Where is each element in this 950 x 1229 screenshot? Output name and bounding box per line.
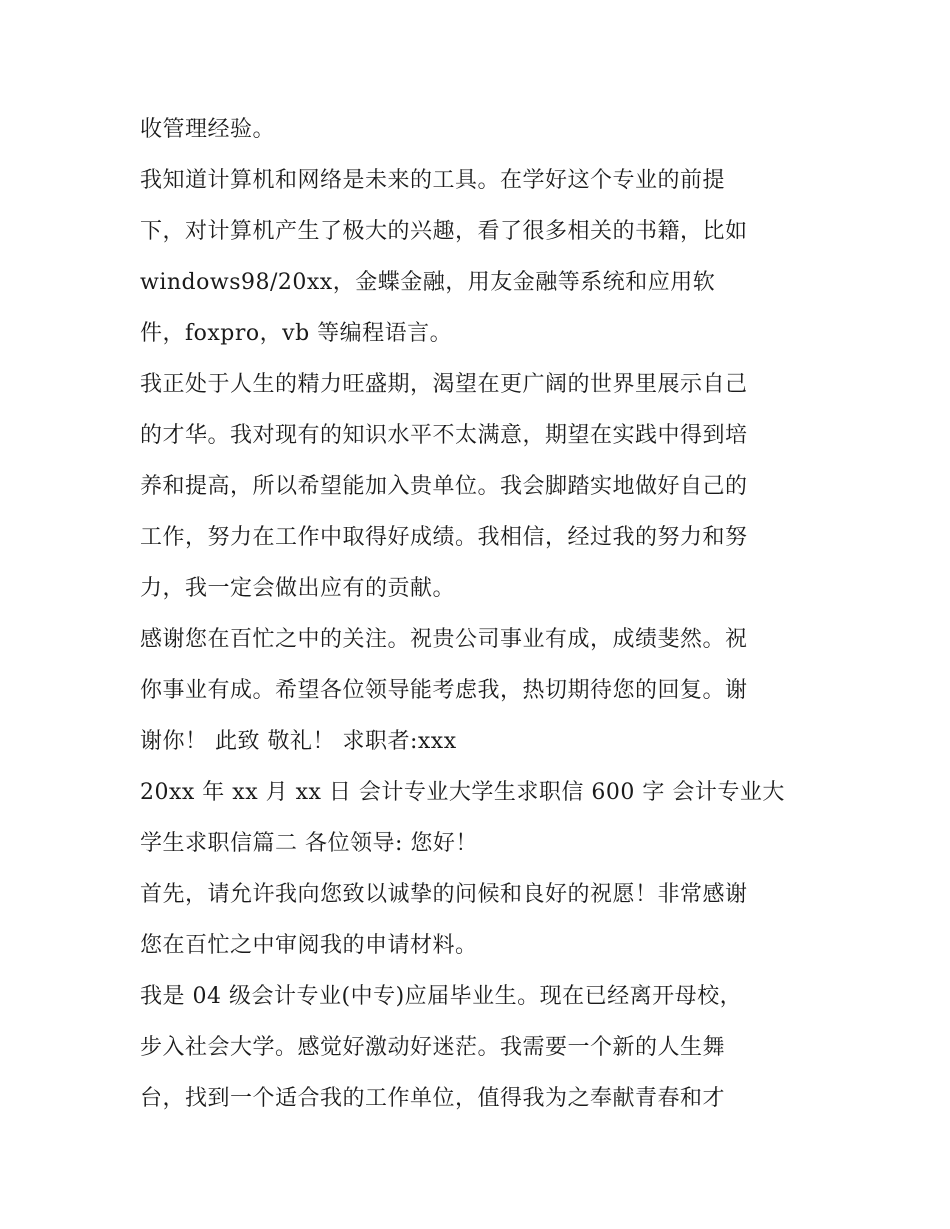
text-line: 我正处于人生的精力旺盛期，渴望在更广阔的世界里展示自己 [140, 372, 748, 397]
text-line: 工作，努力在工作中取得好成绩。我相信，经过我的努力和努 [140, 525, 748, 550]
text-line: 下，对计算机产生了极大的兴趣，看了很多相关的书籍，比如 [140, 219, 748, 244]
text-line: 件，foxpro，vb 等编程语言。 [140, 321, 453, 346]
text-line: 您在百忙之中审阅我的申请材料。 [140, 933, 478, 958]
text-line: 养和提高，所以希望能加入贵单位。我会脚踏实地做好自己的 [140, 474, 748, 499]
text-line: 学生求职信篇二 各位领导: 您好！ [140, 831, 478, 856]
text-line: windows98/20xx，金蝶金融，用友金融等系统和应用软 [140, 270, 716, 295]
text-line: 感谢您在百忙之中的关注。祝贵公司事业有成，成绩斐然。祝 [140, 627, 748, 652]
text-line: 我知道计算机和网络是未来的工具。在学好这个专业的前提 [140, 168, 726, 193]
text-line: 谢你！ 此致 敬礼！ 求职者:xxx [140, 729, 457, 754]
text-line: 收管理经验。 [140, 117, 276, 142]
text-line: 你事业有成。希望各位领导能考虑我，热切期待您的回复。谢 [140, 678, 748, 703]
text-line: 步入社会大学。感觉好激动好迷茫。我需要一个新的人生舞 [140, 1035, 726, 1060]
text-line: 首先，请允许我向您致以诚挚的问候和良好的祝愿！非常感谢 [140, 882, 748, 907]
text-line: 台，找到一个适合我的工作单位，值得我为之奉献青春和才 [140, 1086, 726, 1111]
text-line: 的才华。我对现有的知识水平不太满意，期望在实践中得到培 [140, 423, 748, 448]
text-line: 力，我一定会做出应有的贡献。 [140, 576, 456, 601]
text-line: 20xx 年 xx 月 xx 日 会计专业大学生求职信 600 字 会计专业大 [140, 780, 785, 805]
text-line: 我是 04 级会计专业(中专)应届毕业生。现在已经离开母校， [140, 984, 743, 1009]
